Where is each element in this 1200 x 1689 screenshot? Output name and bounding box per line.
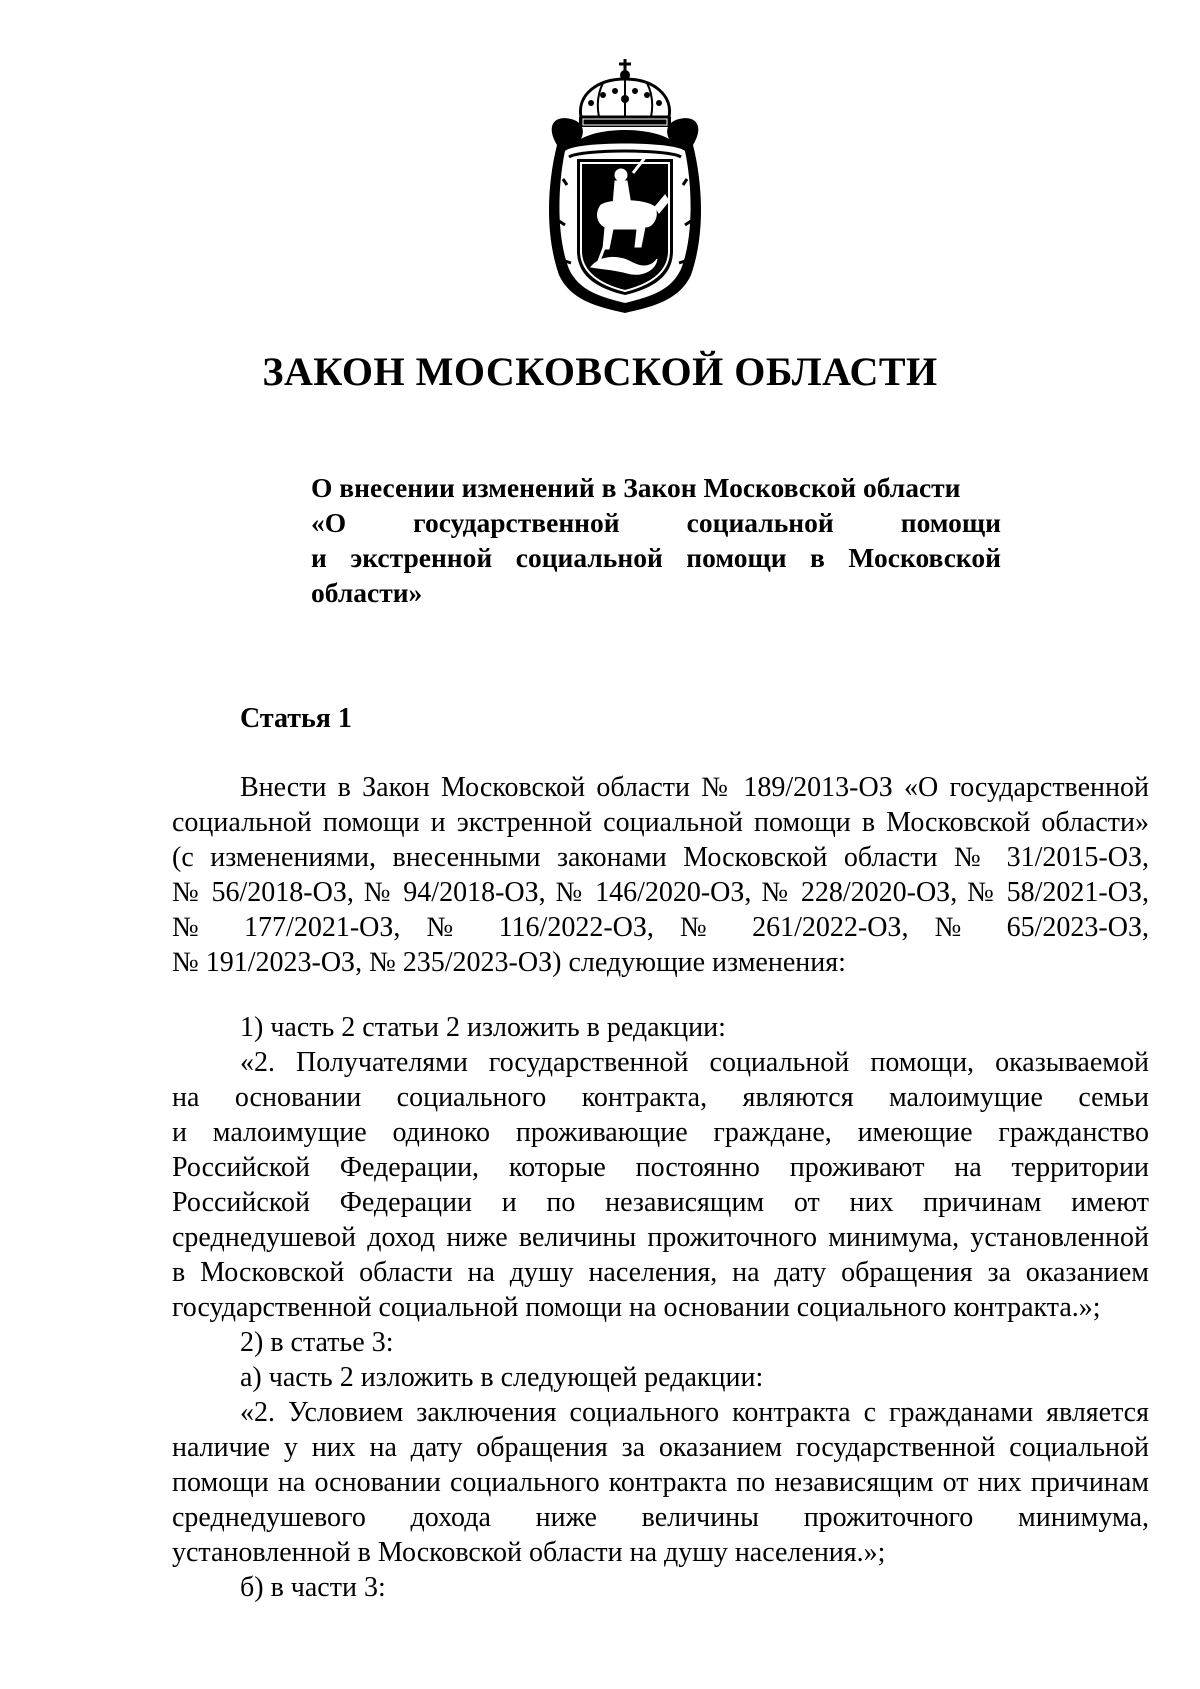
text-line: среднедушевой доход ниже величины прожиточного минимума, установленной [172, 1222, 1149, 1253]
text-line: 2) в статье 3: [240, 1327, 394, 1358]
text-line: № 191/2023-ОЗ, № 235/2023-ОЗ) следующие изменения: [172, 947, 846, 978]
law-subject [311, 470, 1001, 610]
text-line: и малоимущие одиноко проживающие граждане, имеющие гражданство [172, 1117, 1149, 1148]
document-title: ЗАКОН МОСКОВСКОЙ ОБЛАСТИ [262, 349, 938, 394]
text-line: (с изменениями, внесенными законами Московской области № 31/2015-ОЗ, [172, 842, 1149, 873]
text-line: установленной в Московской области на душу населения.»; [172, 1537, 886, 1568]
subject-line: О внесении изменений в Закон Московской области [311, 472, 961, 503]
text-line: государственной социальной помощи на основании социального контракта.»; [172, 1292, 1101, 1323]
text-line: № 56/2018-ОЗ, № 94/2018-ОЗ, № 146/2020-ОЗ, № 228/2020-ОЗ, № 58/2021-ОЗ, [172, 877, 1149, 908]
text-line: наличие у них на дату обращения за оказанием государственной социальной [172, 1432, 1149, 1463]
article-intro [172, 770, 1149, 980]
text-line: «2. Условием заключения социального контракта с гражданами является [240, 1397, 1149, 1428]
text-line: 1) часть 2 статьи 2 изложить в редакции: [240, 1012, 726, 1043]
text-line: Российской Федерации, которые постоянно проживают на территории [172, 1152, 1149, 1183]
text-line: б) в части 3: [240, 1572, 386, 1603]
text-line: помощи на основании социального контракта по независящим от них причинам [172, 1467, 1149, 1498]
subject-line: области» [311, 577, 423, 608]
text-line: в Московской области на душу населения, на дату обращения за оказанием [172, 1257, 1149, 1288]
text-line: среднедушевого дохода ниже величины прожиточного минимума, [172, 1502, 1149, 1533]
text-line: социальной помощи и экстренной социальной помощи в Московской области» [172, 807, 1149, 838]
subject-line: «О государственной социальной помощи [311, 507, 1001, 538]
text-line: а) часть 2 изложить в следующей редакции: [240, 1362, 764, 1393]
coat-of-arms-icon [541, 55, 709, 315]
article-heading: Статья 1 [240, 703, 352, 734]
subject-line: и экстренной социальной помощи в Московской [311, 542, 1001, 573]
text-line: Российской Федерации и по независящим от них причинам имеют [172, 1187, 1149, 1218]
text-line: «2. Получателями государственной социальной помощи, оказываемой [240, 1047, 1149, 1078]
text-line: Внести в Закон Московской области № 189/2013-ОЗ «О государственной [240, 772, 1149, 803]
text-line: № 177/2021-ОЗ, № 116/2022-ОЗ, № 261/2022-ОЗ, № 65/2023-ОЗ, [172, 912, 1149, 943]
amendments [172, 1010, 1149, 1605]
text-line: на основании социального контракта, являются малоимущие семьи [172, 1082, 1149, 1113]
